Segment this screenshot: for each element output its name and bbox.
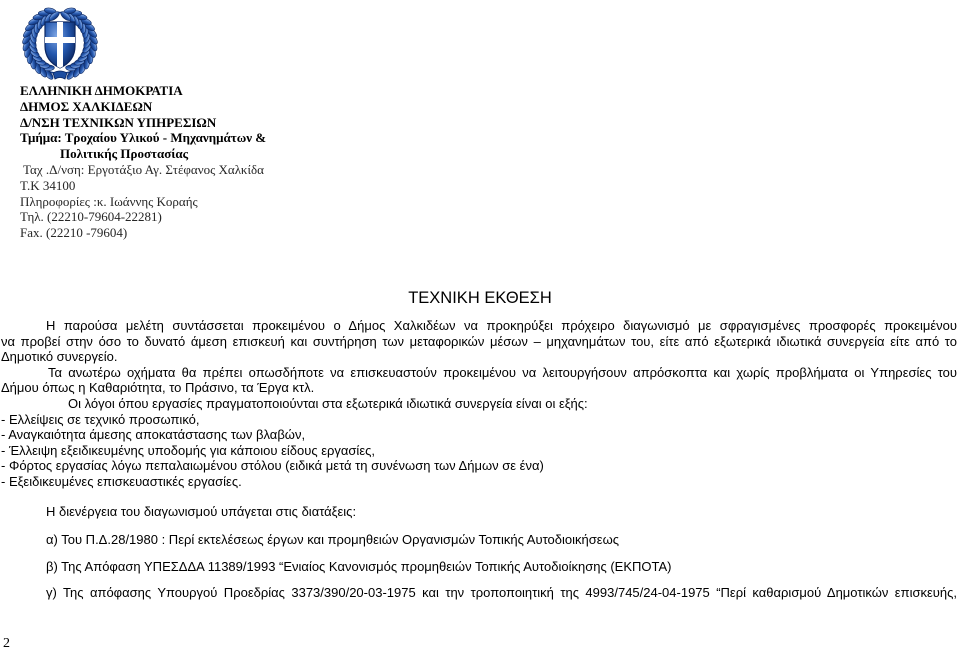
report-body — [1, 318, 957, 490]
reason-list-item: - Έλλειψη εξειδικευμένης υποδομής για κάποιου είδους εργασίες, — [1, 442, 375, 458]
paragraph-line: Η παρούσα μελέτη συντάσσεται προκειμένου ο Δήμος Χαλκιδέων να προκηρύξει πρόχειρο διαγωνισμό με σφραγισμένες προσφορές προκειμένου — [46, 318, 957, 333]
paragraph-line: Δημοτικό συνεργείο. — [1, 349, 118, 365]
postal-address: Ταχ .Δ/νση: Εργοτάξιο Αγ. Στέφανος Χαλκίδα — [23, 161, 264, 177]
municipality-name: ΔΗΜΟΣ ΧΑΛΚΙΔΕΩΝ — [20, 98, 153, 114]
provision-item: α) Του Π.Δ.28/1980 : Περί εκτελέσεως έργων και προμηθειών Οργανισμών Τοπικής Αυτοδιοικήσεως — [46, 532, 619, 547]
document-title: ΤΕΧΝΙΚΗ ΕΚΘΕΣΗ — [408, 289, 552, 307]
fax-number: Fax. (22210 -79604) — [20, 225, 128, 241]
wreath-ribbon — [53, 71, 67, 79]
letterhead — [20, 83, 340, 241]
phone-number: Τηλ. (22210-79604-22281) — [20, 209, 162, 225]
provision-item: β) Της Απόφαση ΥΠΕΣΔΔΑ 11389/1993 “Ενιαίος Κανονισμός προμηθειών Τοπικής Αυτοδιοίκησης (ΕΚΠΟΤΑ) — [46, 559, 672, 574]
provision-item: γ) Της απόφασης Υπουργού Προεδρίας 3373/390/20-03-1975 και την τροποποιητική της 4993/745/24-04-1975 “Περί καθαρισμού Δημοτικών επισκευής, — [46, 585, 957, 600]
reasons-intro: Οι λόγοι όπου εργασίες πραγματοποιούνται στα εξωτερικά ιδιωτικά συνεργεία είναι οι εξής: — [68, 395, 588, 411]
page-number: 2 — [3, 636, 10, 651]
reason-list-item: - Ελλείψεις σε τεχνικό προσωπικό, — [1, 411, 200, 427]
paragraph-line: Δήμου όπως η Καθαριότητα, το Πράσινο, τα Έργα κτλ. — [1, 380, 315, 396]
postal-code: Τ.Κ 34100 — [20, 177, 76, 193]
department-name-line1: Τμήμα: Τροχαίου Υλικού - Μηχανημάτων & — [20, 130, 267, 146]
paragraph-line: να προβεί στην όσο το δυνατό άμεση επισκευή και συντήρηση των μεταφορικών μέσων – μηχανημάτων του, είτε από εξωτερικά ιδιωτικά συνεργεία είτε από το — [1, 333, 957, 349]
paragraph-line: Τα ανωτέρω οχήματα θα πρέπει οπωσδήποτε να επισκευαστούν προκειμένου να λειτουργήσουν απρόσκοπτα και χωρίς προβλήματα οι Υπηρεσίες του — [48, 364, 957, 380]
department-name-line2: Πολιτικής Προστασίας — [60, 146, 189, 162]
reason-list-item: - Αναγκαιότητα άμεσης αποκατάστασης των βλαβών, — [1, 427, 306, 443]
greek-coat-of-arms-icon — [20, 2, 100, 82]
provisions-intro: Η διενέργεια του διαγωνισμού υπάγεται στις διατάξεις: — [46, 504, 357, 519]
reason-list-item: - Εξειδικευμένες επισκευαστικές εργασίες. — [1, 473, 242, 489]
reason-list-item: - Φόρτος εργασίας λόγω πεπαλαιωμένου στόλου (ειδικά μετά τη συνένωση των Δήμων σε ένα) — [1, 458, 544, 474]
contact-person: Πληροφορίες :κ. Ιωάννης Κοραής — [20, 193, 198, 209]
directorate-name: Δ/ΝΣΗ ΤΕΧΝΙΚΩΝ ΥΠΗΡΕΣΙΩΝ — [20, 114, 217, 130]
country-name: ΕΛΛΗΝΙΚΗ ΔΗΜΟΚΡΑΤΙΑ — [20, 83, 183, 98]
